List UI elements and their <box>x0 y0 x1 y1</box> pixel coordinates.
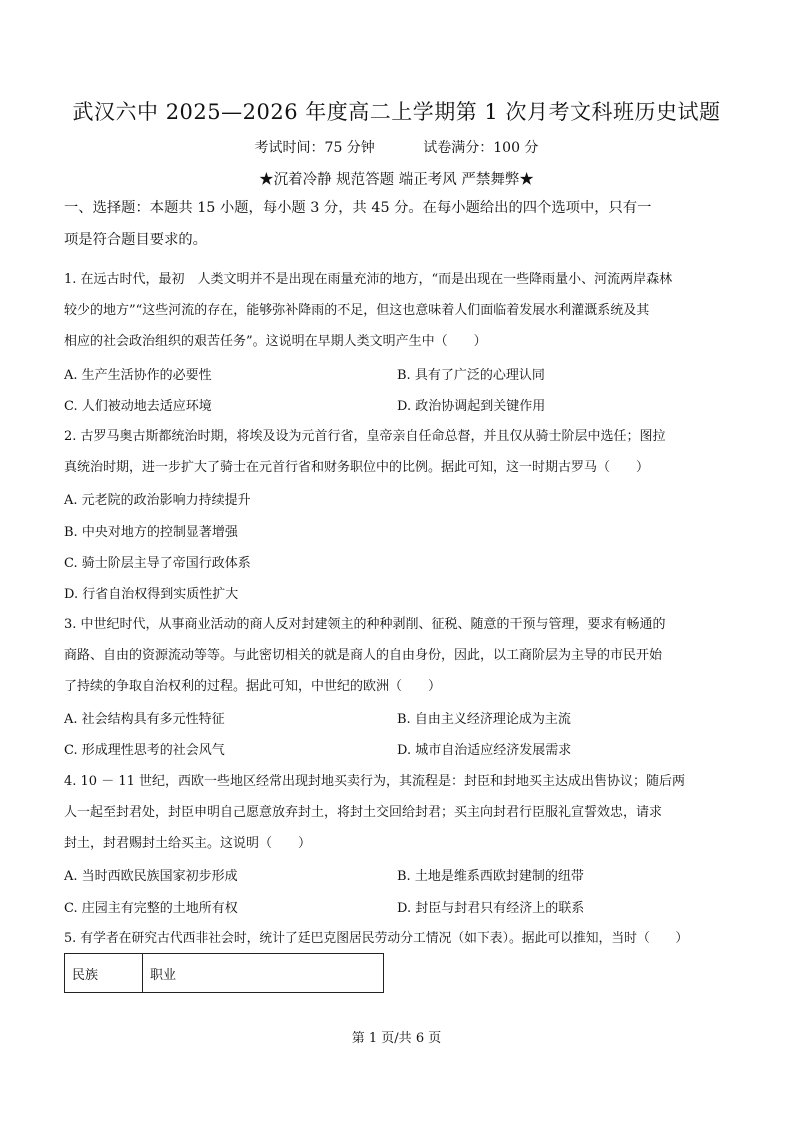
full-score: 试卷满分：100 分 <box>423 140 539 156</box>
q4-stem-line-1: 4. 10 － 11 世纪，西欧一些地区经常出现封地买卖行为，其流程是：封臣和封地买主达成出售协议；随后两 <box>64 774 686 789</box>
page-footer: 第 1 页/共 6 页 <box>351 1031 442 1046</box>
q3-option-c: C. 形成理性思考的社会风气 <box>64 743 225 758</box>
q2-option-d: D. 行省自治权得到实质性扩大 <box>64 587 239 602</box>
page-title: 武汉六中 2025—2026 年度高二上学期第 1 次月考文科班历史试题 <box>72 100 721 124</box>
q4-stem-line-2: 人一起至封君处，封臣申明自己愿意放弃封土，将封土交回给封君；买主向封君行臣服礼宣誓效忠，请求 <box>64 805 663 820</box>
q1-option-b: B. 具有了广泛的心理认同 <box>397 368 545 383</box>
q2-option-c: C. 骑士阶层主导了帝国行政体系 <box>64 556 251 571</box>
q4-option-d: D. 封臣与封君只有经济上的联系 <box>397 901 585 916</box>
q5-table <box>64 953 384 993</box>
q2-option-b: B. 中央对地方的控制显著增强 <box>64 525 238 540</box>
q4-stem-line-3: 封土，封君赐封土给买主。这说明（ ） <box>64 836 312 851</box>
table-header-occupation: 职业 <box>143 954 384 993</box>
q4-option-a: A. 当时西欧民族国家初步形成 <box>64 869 238 884</box>
q4-option-b: B. 土地是维系西欧封建制的纽带 <box>397 869 584 884</box>
q3-stem-line-3: 了持续的争取自治权利的过程。据此可知，中世纪的欧洲（ ） <box>64 679 442 694</box>
q3-option-a: A. 社会结构具有多元性特征 <box>64 712 225 727</box>
table-header-ethnicity: 民族 <box>65 954 143 993</box>
table-row <box>65 954 384 993</box>
exam-time: 考试时间：75 分钟 <box>254 140 375 156</box>
exam-meta <box>0 137 793 157</box>
q4-option-c: C. 庄园主有完整的土地所有权 <box>64 901 238 916</box>
section-heading-line-1: 一、选择题：本题共 15 小题，每小题 3 分，共 45 分。在每小题给出的四个选项中，只有一 <box>64 200 652 216</box>
q3-option-d: D. 城市自治适应经济发展需求 <box>397 743 572 758</box>
q2-stem-line-2: 真统治时期，进一步扩大了骑士在元首行省和财务职位中的比例。据此可知，这一时期古罗马（ ） <box>64 460 650 475</box>
q1-option-a: A. 生产生活协作的必要性 <box>64 368 212 383</box>
q2-option-a: A. 元老院的政治影响力持续提升 <box>64 493 251 508</box>
q1-stem-line-3: 相应的社会政治组织的艰苦任务”。这说明在早期人类文明产生中（ ） <box>64 334 487 349</box>
exam-motto: ★沉着冷静 规范答题 端正考风 严禁舞弊★ <box>259 172 534 188</box>
q3-stem-line-1: 3. 中世纪时代，从事商业活动的商人反对封建领主的种种剥削、征税、随意的干预与管理，要求有畅通的 <box>64 617 666 632</box>
q1-option-d: D. 政治协调起到关键作用 <box>397 399 546 414</box>
section-heading-line-2: 项是符合题目要求的。 <box>64 232 207 248</box>
q2-stem-line-1: 2. 古罗马奥古斯都统治时期，将埃及设为元首行省，皇帝亲自任命总督，并且仅从骑士阶层中选任；图拉 <box>64 429 666 444</box>
q1-stem-line-2: 较少的地方”“这些河流的存在，能够弥补降雨的不足，但这也意味着人们面临着发展水利灌溉系统及其 <box>64 303 650 318</box>
q5-stem-line-1: 5. 有学者在研究古代西非社会时，统计了廷巴克图居民劳动分工情况（如下表）。据此可以推知，当时（ ） <box>64 931 689 946</box>
q1-option-c: C. 人们被动地去适应环境 <box>64 399 212 414</box>
q1-stem-line-1: 1. 在远古时代，最初 人类文明并不是出现在雨量充沛的地方，“而是出现在一些降雨量小、河流两岸森林 <box>64 272 673 287</box>
q3-option-b: B. 自由主义经济理论成为主流 <box>397 712 571 727</box>
q3-stem-line-2: 商路、自由的资源流动等等。与此密切相关的就是商人的自由身份，因此，以工商阶层为主导的市民开始 <box>64 648 663 663</box>
